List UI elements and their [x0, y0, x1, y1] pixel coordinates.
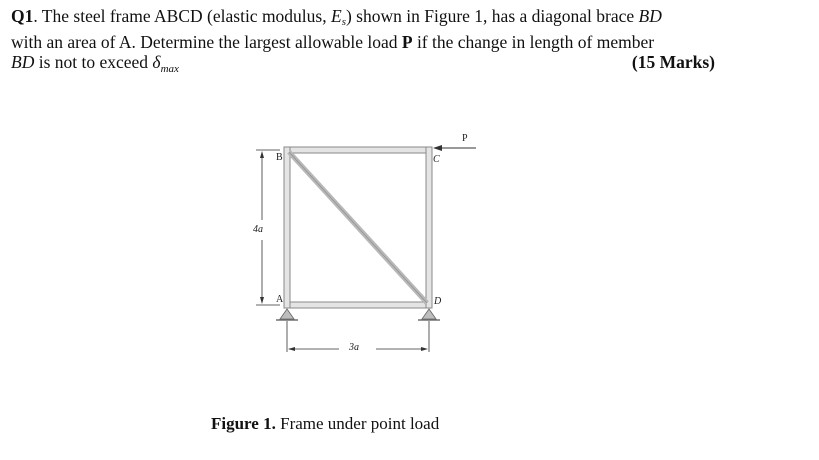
marks-label: (15 Marks)	[631, 52, 715, 72]
frame-drawing	[240, 128, 490, 368]
brace-bd-edge	[289, 152, 427, 303]
member-name: BD	[11, 52, 35, 72]
dim-width-arrow-right	[421, 347, 428, 351]
dim-height-arrow-bottom	[260, 297, 264, 304]
label-a: A	[276, 294, 284, 305]
load-arrow-head	[433, 145, 442, 151]
question-text	[11, 6, 715, 79]
member-ad	[284, 302, 432, 308]
question-number: Q1	[11, 6, 34, 26]
member-ab	[284, 147, 290, 308]
question-line-1: Q1. The steel frame ABCD (elastic modulus, $E_s$) shown in Figure 1, has a diagonal brace BD	[11, 6, 662, 28]
member-cd	[426, 147, 432, 308]
support-d	[422, 309, 436, 319]
figure-caption-text: Frame under point load	[275, 414, 440, 433]
frame-figure	[240, 128, 490, 368]
member-bc	[284, 147, 432, 153]
label-b: B	[276, 152, 283, 163]
dim-width-label: 3a	[349, 342, 359, 353]
label-p: P	[462, 133, 468, 144]
dim-width-arrow-left	[288, 347, 295, 351]
question-line-3: BD is not to exceed $\delta_{max}$ (15 Marks)	[11, 52, 715, 79]
figure-caption-label: Figure 1.	[211, 414, 276, 433]
label-c: C	[433, 154, 440, 165]
dim-height-label: 4a	[253, 224, 263, 235]
label-d: D	[434, 296, 442, 307]
brace-name: BD	[638, 6, 662, 26]
question-line-2: with an area of A. Determine the largest allowable load P if the change in length of member	[11, 32, 655, 52]
figure-caption	[211, 414, 439, 434]
delta-symbol: δ	[152, 52, 161, 72]
load-symbol: P	[401, 32, 413, 52]
modulus-symbol: E	[330, 6, 342, 26]
dim-height-arrow-top	[260, 151, 264, 158]
support-a	[280, 309, 294, 319]
